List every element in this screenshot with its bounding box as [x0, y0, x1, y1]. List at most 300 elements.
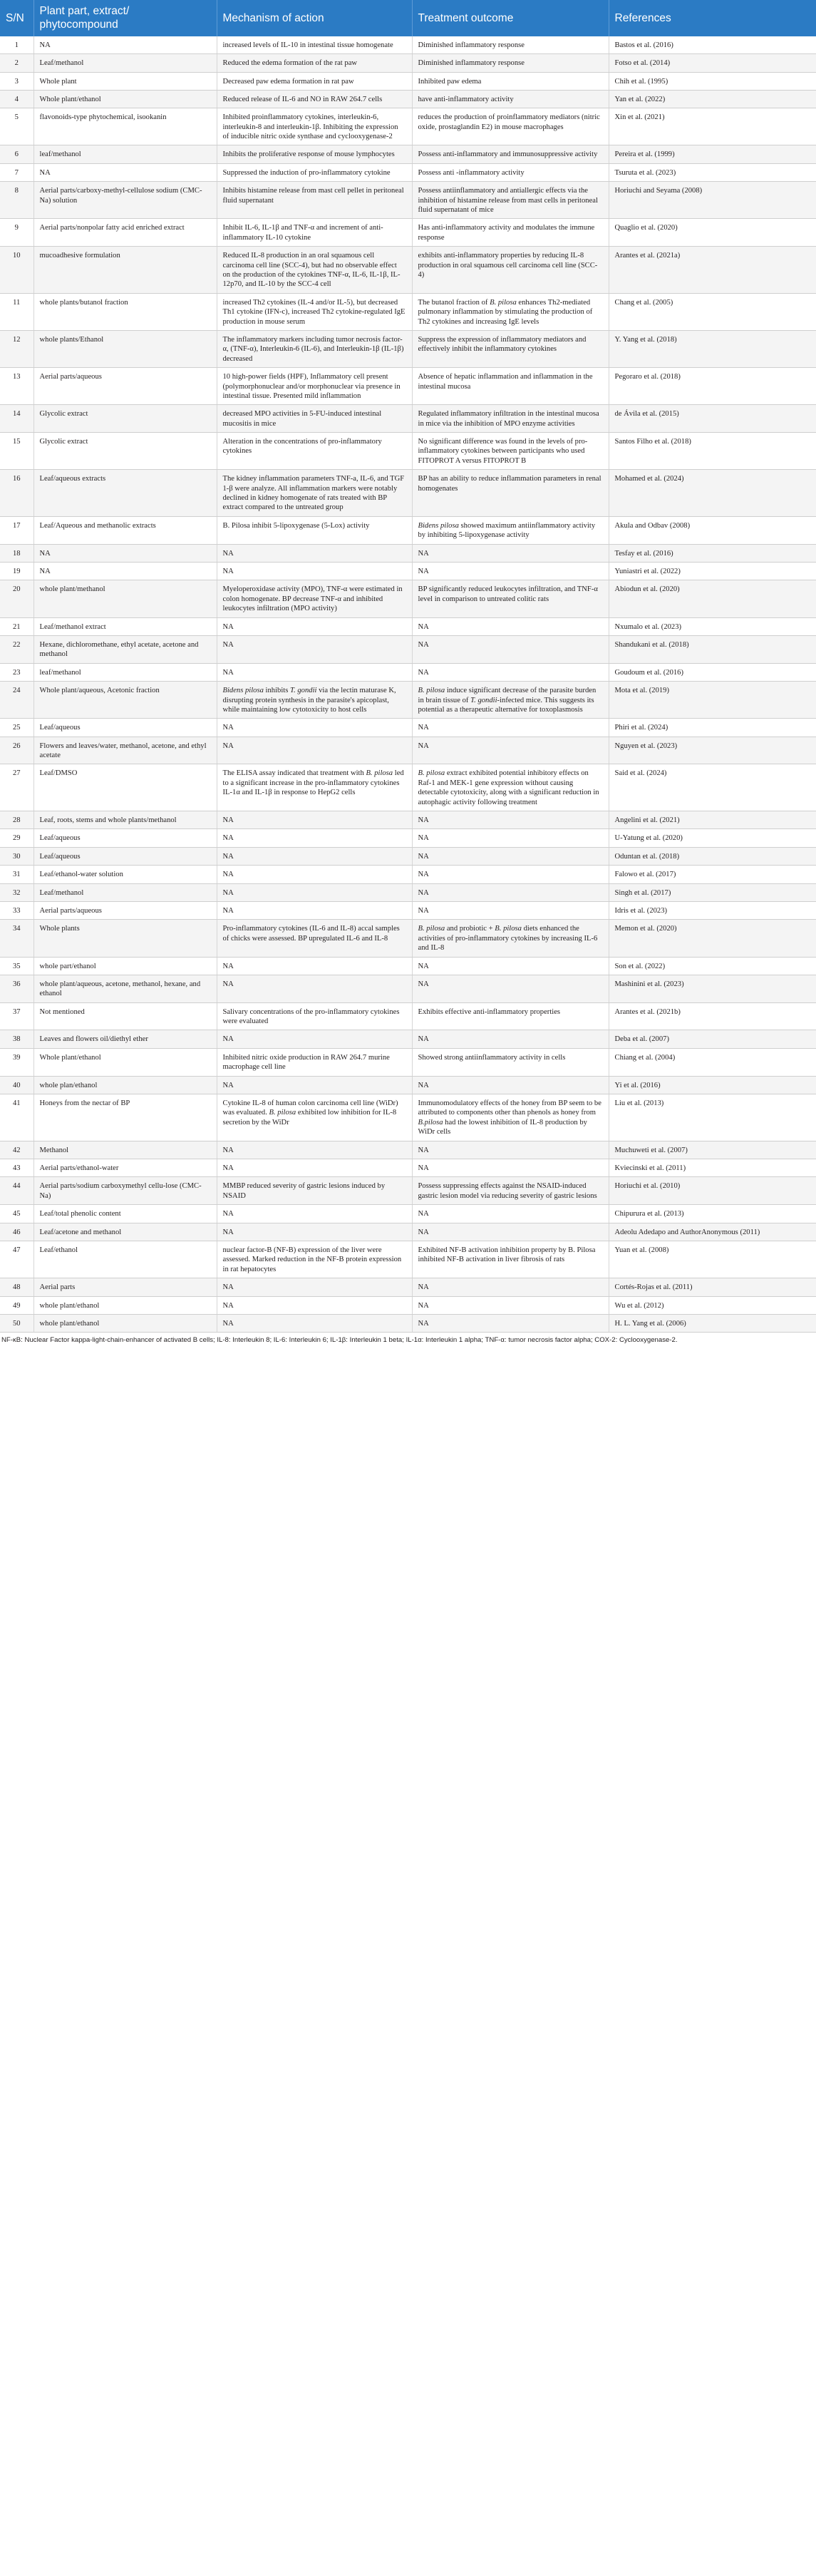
sn-cell: 16 — [0, 470, 33, 517]
plant-part-cell: whole plant/ethanol — [33, 1296, 217, 1314]
sn-cell: 8 — [0, 182, 33, 219]
reference-cell: Chiang et al. (2004) — [609, 1048, 816, 1076]
outcome-cell: NA — [412, 1141, 609, 1159]
outcome-cell: Immunomodulatory effects of the honey from BP seem to be attributed to components other than phenols as honey from B.pilosa had the lowest inhibition of IL-8 production by WiDr cells — [412, 1094, 609, 1141]
mechanism-cell: Reduced the edema formation of the rat paw — [217, 54, 412, 72]
reference-cell: U-Yatung et al. (2020) — [609, 829, 816, 847]
mechanism-cell: NA — [217, 1205, 412, 1223]
table-row — [0, 617, 816, 635]
table-row — [0, 866, 816, 883]
outcome-cell: Bidens pilosa showed maximum antiinflammatory activity by inhibiting 5-lipoxygenase activity — [412, 516, 609, 544]
reference-cell: Oduntan et al. (2018) — [609, 847, 816, 865]
header-sn: S/N — [0, 0, 33, 36]
plant-part-cell: Leaf/ethanol-water solution — [33, 866, 217, 883]
sn-cell: 25 — [0, 719, 33, 737]
mechanism-cell: Inhibit IL-6, IL-1β and TNF-α and increment of anti-inflammatory IL-10 cytokine — [217, 219, 412, 247]
header-plant-part: Plant part, extract/ phytocompound — [33, 0, 217, 36]
plant-part-cell: Aerial parts — [33, 1278, 217, 1296]
header-mechanism: Mechanism of action — [217, 0, 412, 36]
outcome-cell: NA — [412, 719, 609, 737]
mechanism-cell: Myeloperoxidase activity (MPO), TNF-α were estimated in colon homogenate. BP decrease TNF-α and inhibited leukocytes infiltration (MPO activity) — [217, 580, 412, 617]
outcome-cell: NA — [412, 617, 609, 635]
table-row — [0, 544, 816, 562]
reference-cell: Adeolu Adedapo and AuthorAnonymous (2011) — [609, 1223, 816, 1241]
reference-cell: Quaglio et al. (2020) — [609, 219, 816, 247]
plant-part-cell: Leaf/methanol extract — [33, 617, 217, 635]
mechanism-cell: NA — [217, 635, 412, 663]
sn-cell: 5 — [0, 108, 33, 145]
plant-part-cell: whole part/ethanol — [33, 957, 217, 975]
table-row — [0, 1094, 816, 1141]
sn-cell: 28 — [0, 811, 33, 829]
reference-cell: Idris et al. (2023) — [609, 901, 816, 919]
plant-part-cell: mucoadhesive formulation — [33, 247, 217, 294]
table-row — [0, 580, 816, 617]
table-row — [0, 72, 816, 90]
outcome-cell: NA — [412, 866, 609, 883]
plant-part-cell: Leaf/total phenolic content — [33, 1205, 217, 1223]
table-row — [0, 901, 816, 919]
plant-part-cell: Not mentioned — [33, 1002, 217, 1030]
sn-cell: 3 — [0, 72, 33, 90]
sn-cell: 35 — [0, 957, 33, 975]
sn-cell: 9 — [0, 219, 33, 247]
plant-part-cell: Leaf/ethanol — [33, 1241, 217, 1278]
outcome-cell: NA — [412, 1296, 609, 1314]
sn-cell: 17 — [0, 516, 33, 544]
plant-part-cell: NA — [33, 544, 217, 562]
reference-cell: Bastos et al. (2016) — [609, 36, 816, 54]
reference-cell: Akula and Odbav (2008) — [609, 516, 816, 544]
table-row — [0, 829, 816, 847]
plant-part-cell: whole plant/aqueous, acetone, methanol, hexane, and ethanol — [33, 975, 217, 1002]
reference-cell: Mohamed et al. (2024) — [609, 470, 816, 517]
reference-cell: Nguyen et al. (2023) — [609, 737, 816, 764]
table-row — [0, 247, 816, 294]
plant-part-cell: Leaves and flowers oil/diethyl ether — [33, 1030, 217, 1048]
sn-cell: 45 — [0, 1205, 33, 1223]
table-row — [0, 516, 816, 544]
outcome-cell: NA — [412, 544, 609, 562]
plant-part-cell: Leaf, roots, stems and whole plants/methanol — [33, 811, 217, 829]
plant-part-cell: Leaf/acetone and methanol — [33, 1223, 217, 1241]
sn-cell: 41 — [0, 1094, 33, 1141]
mechanism-cell: NA — [217, 562, 412, 580]
outcome-cell: Exhibited NF-B activation inhibition property by B. Pilosa inhibited NF-B activation in liver fibrosis of rats — [412, 1241, 609, 1278]
table-row — [0, 1076, 816, 1094]
table-row — [0, 219, 816, 247]
outcome-cell: B. pilosa induce significant decrease of the parasite burden in brain tissue of T. gondii-infected mice. This suggests its potential as a therapeutic alternative for toxoplasmosis — [412, 682, 609, 719]
sn-cell: 12 — [0, 330, 33, 367]
mechanism-cell: NA — [217, 663, 412, 681]
table-row — [0, 1141, 816, 1159]
outcome-cell: Inhibited paw edema — [412, 72, 609, 90]
sn-cell: 29 — [0, 829, 33, 847]
mechanism-cell: NA — [217, 901, 412, 919]
mechanism-cell: NA — [217, 1314, 412, 1332]
sn-cell: 31 — [0, 866, 33, 883]
reference-cell: Santos Filho et al. (2018) — [609, 433, 816, 470]
reference-cell: H. L. Yang et al. (2006) — [609, 1314, 816, 1332]
outcome-cell: Possess suppressing effects against the NSAID-induced gastric lesion model via reducing severity of gastric lesions — [412, 1177, 609, 1205]
plant-part-cell: whole plant/ethanol — [33, 1314, 217, 1332]
outcome-cell: Possess anti -inflammatory activity — [412, 163, 609, 181]
reference-cell: Pereira et al. (1999) — [609, 145, 816, 163]
table-row — [0, 719, 816, 737]
table-row — [0, 764, 816, 811]
mechanism-cell: Inhibited nitric oxide production in RAW 264.7 murine macrophage cell line — [217, 1048, 412, 1076]
table-row — [0, 405, 816, 433]
plant-part-cell: Aerial parts/nonpolar fatty acid enriched extract — [33, 219, 217, 247]
plant-part-cell: Aerial parts/sodium carboxymethyl cellu-lose (CMC-Na) — [33, 1177, 217, 1205]
outcome-cell: NA — [412, 562, 609, 580]
reference-cell: Chipurura et al. (2013) — [609, 1205, 816, 1223]
table-row — [0, 1241, 816, 1278]
table-row — [0, 54, 816, 72]
mechanism-cell: NA — [217, 957, 412, 975]
sn-cell: 18 — [0, 544, 33, 562]
outcome-cell: No significant difference was found in the levels of pro-inflammatory cytokines between participants who used FITOPROT A versus FITOPROT B — [412, 433, 609, 470]
outcome-cell: B. pilosa extract exhibited potential inhibitory effects on Raf-1 and MEK-1 gene expression without causing detectable cytotoxicity, along with a significant reduction in autophagic activity following treatment — [412, 764, 609, 811]
sn-cell: 37 — [0, 1002, 33, 1030]
reference-cell: Phiri et al. (2024) — [609, 719, 816, 737]
plant-part-cell: leaf/methanol — [33, 145, 217, 163]
mechanism-cell: NA — [217, 544, 412, 562]
reference-cell: Mashinini et al. (2023) — [609, 975, 816, 1002]
sn-cell: 34 — [0, 920, 33, 957]
table-row — [0, 1205, 816, 1223]
sn-cell: 20 — [0, 580, 33, 617]
sn-cell: 43 — [0, 1159, 33, 1177]
plant-part-cell: Leaf/aqueous extracts — [33, 470, 217, 517]
outcome-cell: have anti-inflammatory activity — [412, 90, 609, 108]
reference-cell: Nxumalo et al. (2023) — [609, 617, 816, 635]
mechanism-cell: nuclear factor-B (NF-B) expression of the liver were assessed. Marked reduction in the NF-B protein expression in rat hepatocytes — [217, 1241, 412, 1278]
mechanism-cell: decreased MPO activities in 5-FU-induced intestinal mucositis in mice — [217, 405, 412, 433]
plant-part-cell: Honeys from the nectar of BP — [33, 1094, 217, 1141]
table-row — [0, 182, 816, 219]
plant-part-cell: leaf/methanol — [33, 663, 217, 681]
plant-part-cell: flavonoids-type phytochemical, isookanin — [33, 108, 217, 145]
outcome-cell: NA — [412, 1030, 609, 1048]
reference-cell: Goudoum et al. (2016) — [609, 663, 816, 681]
outcome-cell: NA — [412, 1159, 609, 1177]
table-row — [0, 682, 816, 719]
header-outcome: Treatment outcome — [412, 0, 609, 36]
mechanism-cell: Decreased paw edema formation in rat paw — [217, 72, 412, 90]
mechanism-cell: Cytokine IL-8 of human colon carcinoma cell line (WiDr) was evaluated. B. pilosa exhibited low inhibition for IL-8 secretion by the WiDr — [217, 1094, 412, 1141]
outcome-cell: NA — [412, 901, 609, 919]
reference-cell: Yuniastri et al. (2022) — [609, 562, 816, 580]
reference-cell: Chih et al. (1995) — [609, 72, 816, 90]
mechanism-cell: NA — [217, 811, 412, 829]
outcome-cell: Diminished inflammatory response — [412, 54, 609, 72]
plant-part-cell: Whole plant — [33, 72, 217, 90]
plant-part-cell: whole plants/Ethanol — [33, 330, 217, 367]
reference-cell: Yuan et al. (2008) — [609, 1241, 816, 1278]
plant-part-cell: Aerial parts/carboxy-methyl-cellulose sodium (CMC-Na) solution — [33, 182, 217, 219]
mechanism-cell: increased Th2 cytokines (IL-4 and/or IL-5), but decreased Th1 cytokine (IFN-c), increased Th2 cytokine-regulated IgE production in mouse serum — [217, 293, 412, 330]
plant-part-cell: Glycolic extract — [33, 405, 217, 433]
mechanism-cell: NA — [217, 1296, 412, 1314]
sn-cell: 33 — [0, 901, 33, 919]
mechanism-cell: NA — [217, 847, 412, 865]
sn-cell: 6 — [0, 145, 33, 163]
outcome-cell: NA — [412, 847, 609, 865]
reference-cell: Muchuweti et al. (2007) — [609, 1141, 816, 1159]
outcome-cell: Exhibits effective anti-inflammatory properties — [412, 1002, 609, 1030]
plant-part-cell: Aerial parts/aqueous — [33, 368, 217, 405]
reference-cell: Angelini et al. (2021) — [609, 811, 816, 829]
plant-part-cell: Aerial parts/ethanol-water — [33, 1159, 217, 1177]
reference-cell: Son et al. (2022) — [609, 957, 816, 975]
sn-cell: 38 — [0, 1030, 33, 1048]
sn-cell: 27 — [0, 764, 33, 811]
sn-cell: 22 — [0, 635, 33, 663]
plant-part-cell: Leaf/Aqueous and methanolic extracts — [33, 516, 217, 544]
outcome-cell: NA — [412, 829, 609, 847]
sn-cell: 14 — [0, 405, 33, 433]
header-row — [0, 0, 816, 36]
table-row — [0, 163, 816, 181]
sn-cell: 30 — [0, 847, 33, 865]
outcome-cell: Regulated inflammatory infiltration in the intestinal mucosa in mice via the inhibition of MPO enzyme activities — [412, 405, 609, 433]
table-row — [0, 433, 816, 470]
mechanism-cell: Inhibits the proliferative response of mouse lymphocytes — [217, 145, 412, 163]
sn-cell: 2 — [0, 54, 33, 72]
table-row — [0, 811, 816, 829]
sn-cell: 21 — [0, 617, 33, 635]
mechanism-cell: Pro-inflammatory cytokines (IL-6 and IL-8) accal samples of chicks were assessed. BP upregulated IL-6 and IL-8 — [217, 920, 412, 957]
sn-cell: 32 — [0, 883, 33, 901]
plant-part-cell: Leaf/aqueous — [33, 829, 217, 847]
outcome-cell: NA — [412, 737, 609, 764]
outcome-cell: NA — [412, 957, 609, 975]
plant-part-cell: Whole plant/ethanol — [33, 1048, 217, 1076]
outcome-cell: Possess antiinflammatory and antiallergic effects via the inhibition of histamine release from mast cells in peritoneal fluid supernatant of mice — [412, 182, 609, 219]
plant-part-cell: Aerial parts/aqueous — [33, 901, 217, 919]
sn-cell: 47 — [0, 1241, 33, 1278]
table-header — [0, 0, 816, 36]
plant-part-cell: whole plants/butanol fraction — [33, 293, 217, 330]
mechanism-cell: B. Pilosa inhibit 5-lipoxygenase (5-Lox) activity — [217, 516, 412, 544]
mechanism-cell: NA — [217, 1223, 412, 1241]
sn-cell: 24 — [0, 682, 33, 719]
sn-cell: 7 — [0, 163, 33, 181]
reference-cell: Liu et al. (2013) — [609, 1094, 816, 1141]
plant-part-cell: NA — [33, 163, 217, 181]
table-row — [0, 737, 816, 764]
reference-cell: Y. Yang et al. (2018) — [609, 330, 816, 367]
table-row — [0, 975, 816, 1002]
plant-part-cell: NA — [33, 36, 217, 54]
mechanism-cell: 10 high-power fields (HPF), Inflammatory cell present (polymorphonuclear and/or morphonuclear via presence in intestinal tissue. Presented mild inflammation — [217, 368, 412, 405]
table-body — [0, 36, 816, 1333]
mechanism-cell: NA — [217, 866, 412, 883]
reference-cell: Cortés-Rojas et al. (2011) — [609, 1278, 816, 1296]
reference-cell: Memon et al. (2020) — [609, 920, 816, 957]
table-footnote: NF-κB: Nuclear Factor kappa-light-chain-enhancer of activated B cells; IL-8: Interleukin 8; IL-6: Interleukin 6; IL-1β: Interleukin 1 beta; IL-1α: Interleukin 1 alpha; TNF-α: tumor necrosis factor alpha; COX-2: Cyclooxygenase-2. — [1, 1336, 678, 1345]
outcome-cell: NA — [412, 811, 609, 829]
table-row — [0, 90, 816, 108]
outcome-cell: NA — [412, 1278, 609, 1296]
sn-cell: 44 — [0, 1177, 33, 1205]
plant-part-cell: Methanol — [33, 1141, 217, 1159]
mechanism-cell: NA — [217, 719, 412, 737]
table-row — [0, 1159, 816, 1177]
outcome-cell: BP has an ability to reduce inflammation parameters in renal homogenates — [412, 470, 609, 517]
mechanism-cell: The ELISA assay indicated that treatment with B. pilosa led to a significant increase in the pro-inflammatory cytokines IL-1α and IL-1β in response to HepG2 cells — [217, 764, 412, 811]
plant-part-cell: Leaf/aqueous — [33, 719, 217, 737]
reference-cell: Said et al. (2024) — [609, 764, 816, 811]
reference-cell: Tsuruta et al. (2023) — [609, 163, 816, 181]
reference-cell: de Ávila et al. (2015) — [609, 405, 816, 433]
table-row — [0, 562, 816, 580]
mechanism-cell: Alteration in the concentrations of pro-inflammatory cytokines — [217, 433, 412, 470]
reference-cell: Kviecinski et al. (2011) — [609, 1159, 816, 1177]
outcome-cell: NA — [412, 635, 609, 663]
plant-part-cell: Whole plant/aqueous, Acetonic fraction — [33, 682, 217, 719]
reference-cell: Horiuchi and Seyama (2008) — [609, 182, 816, 219]
outcome-cell: NA — [412, 1223, 609, 1241]
mechanism-cell: Inhibited proinflammatory cytokines, interleukin-6, interleukin-8 and interleukin-1β. Inhibiting the expression of inducible nitric oxide synthase and cyclooxygenase-2 — [217, 108, 412, 145]
reference-cell: Yan et al. (2022) — [609, 90, 816, 108]
sn-cell: 26 — [0, 737, 33, 764]
table-row — [0, 36, 816, 54]
mechanism-cell: NA — [217, 1030, 412, 1048]
reference-cell: Deba et al. (2007) — [609, 1030, 816, 1048]
outcome-cell: Absence of hepatic inflammation and inflammation in the intestinal mucosa — [412, 368, 609, 405]
outcome-cell: NA — [412, 1314, 609, 1332]
table-row — [0, 1296, 816, 1314]
reference-cell: Arantes et al. (2021a) — [609, 247, 816, 294]
table-row — [0, 145, 816, 163]
sn-cell: 13 — [0, 368, 33, 405]
outcome-cell: reduces the production of proinflammatory mediators (nitric oxide, prostaglandin E2) in mouse macrophages — [412, 108, 609, 145]
table-row — [0, 470, 816, 517]
outcome-cell: BP significantly reduced leukocytes infiltration, and TNF-α level in comparison to untreated colitic rats — [412, 580, 609, 617]
mechanism-cell: Reduced IL-8 production in an oral squamous cell carcinoma cell line (SCC-4), but had no observable effect on the production of the cytokines TNF-α, IL-6, IL-1β, IL-12p70, and IL-10 by the SCC-4 cell — [217, 247, 412, 294]
mechanism-cell: Reduced release of IL-6 and NO in RAW 264.7 cells — [217, 90, 412, 108]
outcome-cell: Possess anti-inflammatory and immunosuppressive activity — [412, 145, 609, 163]
sn-cell: 42 — [0, 1141, 33, 1159]
reference-cell: Tesfay et al. (2016) — [609, 544, 816, 562]
reference-cell: Pegoraro et al. (2018) — [609, 368, 816, 405]
plant-part-cell: Glycolic extract — [33, 433, 217, 470]
reference-cell: Abiodun et al. (2020) — [609, 580, 816, 617]
reference-cell: Arantes et al. (2021b) — [609, 1002, 816, 1030]
plant-part-cell: Leaf/DMSO — [33, 764, 217, 811]
mechanism-cell: NA — [217, 883, 412, 901]
outcome-cell: NA — [412, 663, 609, 681]
table-row — [0, 957, 816, 975]
mechanism-cell: NA — [217, 1278, 412, 1296]
mechanism-cell: The kidney inflammation parameters TNF-a, IL-6, and TGF 1-β were analyze. All inflammation markers were notably declined in kidney homogenate of rats treated with BP extract compared to the untreated group — [217, 470, 412, 517]
reference-cell: Singh et al. (2017) — [609, 883, 816, 901]
outcome-cell: B. pilosa and probiotic + B. pilosa diets enhanced the activities of pro-inflammatory cytokines by increasing IL-6 and IL-8 — [412, 920, 609, 957]
mechanism-cell: increased levels of IL-10 in intestinal tissue homogenate — [217, 36, 412, 54]
outcome-cell: NA — [412, 883, 609, 901]
sn-cell: 19 — [0, 562, 33, 580]
table-row — [0, 1314, 816, 1332]
outcome-cell: exhibits anti-inflammatory properties by reducing IL-8 production in oral squamous cell carcinoma cell line (SCC-4) — [412, 247, 609, 294]
sn-cell: 48 — [0, 1278, 33, 1296]
sn-cell: 10 — [0, 247, 33, 294]
mechanism-cell: NA — [217, 829, 412, 847]
table-row — [0, 663, 816, 681]
plant-part-cell: Leaf/aqueous — [33, 847, 217, 865]
outcome-cell: NA — [412, 975, 609, 1002]
mechanism-cell: Suppressed the induction of pro-inflammatory cytokine — [217, 163, 412, 181]
mechanism-cell: NA — [217, 617, 412, 635]
outcome-cell: The butanol fraction of B. pilosa enhances Th2-mediated pulmonary inflammation by stimulating the production of Th2 cytokines and increasing IgE levels — [412, 293, 609, 330]
plant-part-cell: whole plan/ethanol — [33, 1076, 217, 1094]
table-row — [0, 330, 816, 367]
sn-cell: 46 — [0, 1223, 33, 1241]
outcome-cell: Has anti-inflammatory activity and modulates the immune response — [412, 219, 609, 247]
sn-cell: 4 — [0, 90, 33, 108]
sn-cell: 23 — [0, 663, 33, 681]
table-row — [0, 920, 816, 957]
table-row — [0, 1278, 816, 1296]
mechanism-cell: NA — [217, 1076, 412, 1094]
sn-cell: 15 — [0, 433, 33, 470]
outcome-cell: NA — [412, 1205, 609, 1223]
outcome-cell: Showed strong antiinflammatory activity in cells — [412, 1048, 609, 1076]
mechanism-cell: The inflammatory markers including tumor necrosis factor-α, (TNF-α), Interleukin-6 (IL-6), and Interleukin-1β (IL-1β) decreased — [217, 330, 412, 367]
sn-cell: 1 — [0, 36, 33, 54]
table-row — [0, 293, 816, 330]
sn-cell: 50 — [0, 1314, 33, 1332]
mechanism-cell: NA — [217, 1159, 412, 1177]
table-row — [0, 1223, 816, 1241]
table-row — [0, 1177, 816, 1205]
sn-cell: 49 — [0, 1296, 33, 1314]
table-row — [0, 847, 816, 865]
reference-cell: Wu et al. (2012) — [609, 1296, 816, 1314]
plant-part-cell: Whole plants — [33, 920, 217, 957]
mechanism-cell: NA — [217, 975, 412, 1002]
mechanism-cell: Bidens pilosa inhibits T. gondii via the lectin maturase K, disrupting protein synthesis in the parasite's apicoplast, while maintaining low cytotoxicity to host cells — [217, 682, 412, 719]
reference-cell: Falowo et al. (2017) — [609, 866, 816, 883]
table-row — [0, 1048, 816, 1076]
sn-cell: 39 — [0, 1048, 33, 1076]
reference-cell: Shandukani et al. (2018) — [609, 635, 816, 663]
mechanism-cell: NA — [217, 737, 412, 764]
outcome-cell: Diminished inflammatory response — [412, 36, 609, 54]
mechanism-cell: Salivary concentrations of the pro-inflammatory cytokines were evaluated — [217, 1002, 412, 1030]
mechanism-cell: MMBP reduced severity of gastric lesions induced by NSAID — [217, 1177, 412, 1205]
table-row — [0, 635, 816, 663]
table-row — [0, 108, 816, 145]
reference-cell: Fotso et al. (2014) — [609, 54, 816, 72]
reference-cell: Yi et al. (2016) — [609, 1076, 816, 1094]
reference-cell: Mota et al. (2019) — [609, 682, 816, 719]
table-row — [0, 1002, 816, 1030]
plant-part-cell: NA — [33, 562, 217, 580]
outcome-cell: NA — [412, 1076, 609, 1094]
header-references: References — [609, 0, 816, 36]
reference-cell: Horiuchi et al. (2010) — [609, 1177, 816, 1205]
table-row — [0, 368, 816, 405]
sn-cell: 36 — [0, 975, 33, 1002]
mechanism-cell: NA — [217, 1141, 412, 1159]
plant-part-cell: whole plant/methanol — [33, 580, 217, 617]
plant-part-cell: Whole plant/ethanol — [33, 90, 217, 108]
table-row — [0, 1030, 816, 1048]
reference-cell: Xin et al. (2021) — [609, 108, 816, 145]
sn-cell: 40 — [0, 1076, 33, 1094]
